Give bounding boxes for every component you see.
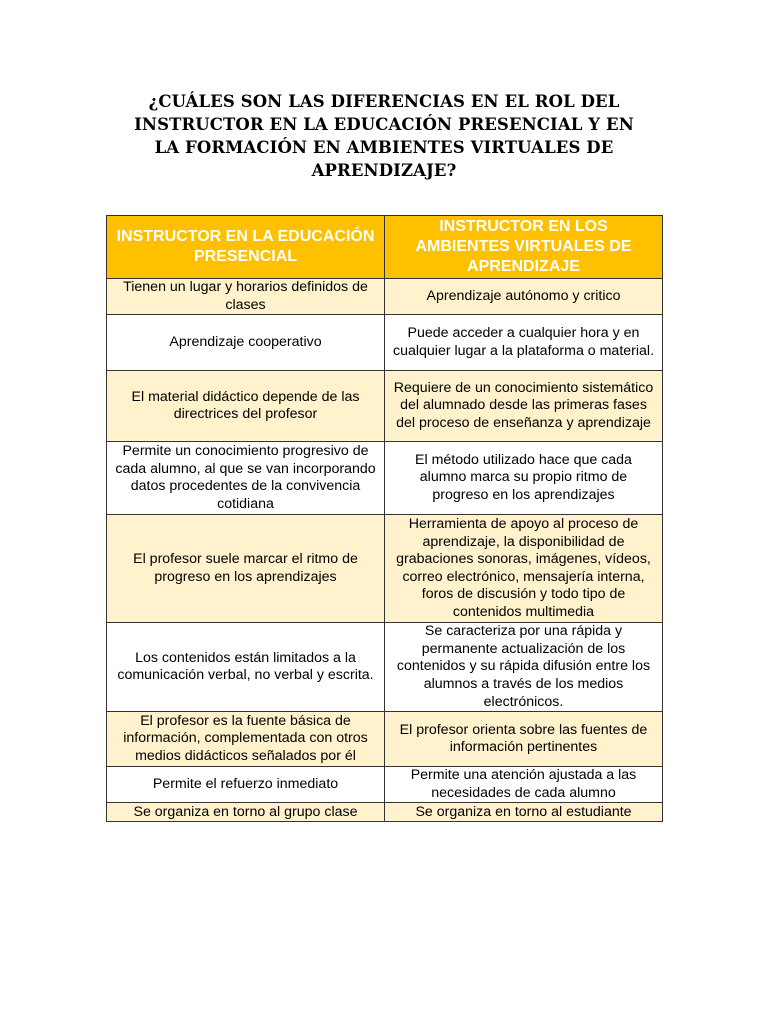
cell-presencial: El material didáctico depende de las directrices del profesor (107, 371, 385, 442)
table-row (107, 315, 663, 371)
cell-virtual: Aprendizaje autónomo y critico (385, 279, 663, 315)
cell-virtual: El método utilizado hace que cada alumno marca su propio ritmo de progreso en los aprendizajes (385, 442, 663, 515)
cell-presencial: Permite un conocimiento progresivo de cada alumno, al que se van incorporando datos procedentes de la convivencia cotidiana (107, 442, 385, 515)
table-row (107, 623, 663, 712)
cell-virtual: Permite una atención ajustada a las necesidades de cada alumno (385, 767, 663, 803)
table-row (107, 279, 663, 315)
table-row (107, 371, 663, 442)
cell-virtual: Herramienta de apoyo al proceso de aprendizaje, la disponibilidad de grabaciones sonoras, imágenes, vídeos, correo electrónico, mensajería interna, foros de discusión y todo tipo de contenidos multimedia (385, 515, 663, 623)
table-row (107, 803, 663, 822)
cell-presencial: El profesor es la fuente básica de información, complementada con otros medios didácticos señalados por él (107, 712, 385, 767)
cell-presencial: Se organiza en torno al grupo clase (107, 803, 385, 822)
comparison-table (106, 215, 663, 822)
table-row (107, 712, 663, 767)
table-row (107, 767, 663, 803)
header-presencial: INSTRUCTOR EN LA EDUCACIÓN PRESENCIAL (107, 216, 385, 279)
cell-virtual: El profesor orienta sobre las fuentes de información pertinentes (385, 712, 663, 767)
cell-presencial: Permite el refuerzo inmediato (107, 767, 385, 803)
cell-presencial: El profesor suele marcar el ritmo de progreso en los aprendizajes (107, 515, 385, 623)
cell-presencial: Los contenidos están limitados a la comunicación verbal, no verbal y escrita. (107, 623, 385, 712)
cell-virtual: Se caracteriza por una rápida y permanente actualización de los contenidos y su rápida difusión entre los alumnos a través de los medios electrónicos. (385, 623, 663, 712)
cell-virtual: Puede acceder a cualquier hora y en cualquier lugar a la plataforma o material. (385, 315, 663, 371)
table-header-row (107, 216, 663, 279)
table-row (107, 442, 663, 515)
cell-presencial: Aprendizaje cooperativo (107, 315, 385, 371)
cell-presencial: Tienen un lugar y horarios definidos de clases (107, 279, 385, 315)
table-row (107, 515, 663, 623)
page-title: ¿CUÁLES SON LAS DIFERENCIAS EN EL ROL DEL INSTRUCTOR EN LA EDUCACIÓN PRESENCIAL Y EN LA FORMACIÓN EN AMBIENTES VIRTUALES DE APRENDIZAJE? (134, 92, 634, 180)
header-virtual: INSTRUCTOR EN LOS AMBIENTES VIRTUALES DE APRENDIZAJE (385, 216, 663, 279)
cell-virtual: Se organiza en torno al estudiante (385, 803, 663, 822)
cell-virtual: Requiere de un conocimiento sistemático del alumnado desde las primeras fases del proceso de enseñanza y aprendizaje (385, 371, 663, 442)
